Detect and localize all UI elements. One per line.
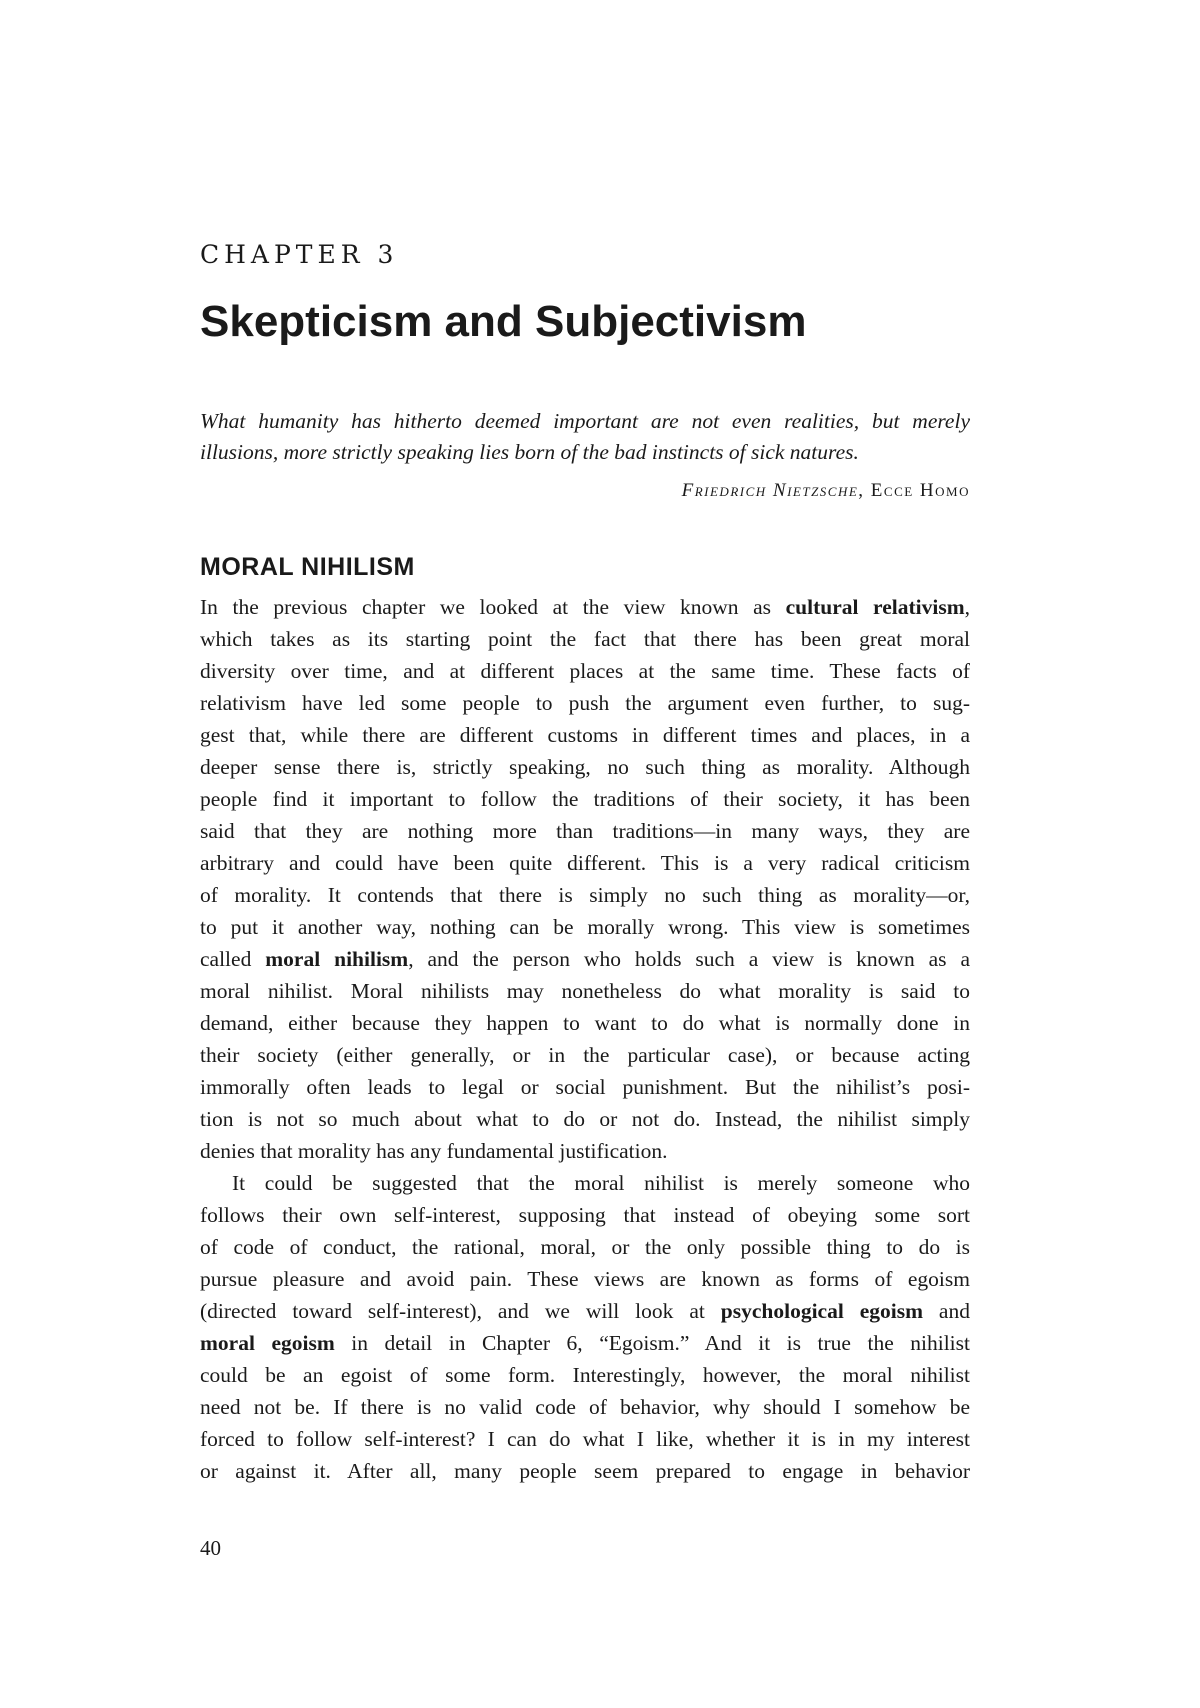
- bold-term: moral nihilism: [265, 947, 409, 971]
- text-line: [200, 655, 970, 687]
- text-run: diversity over time, and at different places at the same time. These facts of: [200, 659, 970, 683]
- text-line: [200, 623, 970, 655]
- epigraph-attribution: [200, 480, 970, 502]
- text-line: [200, 783, 970, 815]
- page-number: 40: [200, 1536, 221, 1560]
- text-line: [200, 1455, 970, 1487]
- text-run: It could be suggested that the moral nihilist is merely someone who: [232, 1171, 970, 1195]
- bold-term: psychological egoism: [720, 1299, 924, 1323]
- text-line: [200, 751, 970, 783]
- text-run: of code of conduct, the rational, moral, or the only possible thing to do is: [200, 1235, 970, 1259]
- section-heading: MORAL NIHILISM: [200, 553, 415, 581]
- text-run: to put it another way, nothing can be morally wrong. This view is sometimes: [200, 915, 970, 939]
- text-run: forced to follow self-interest? I can do what I like, whether it is in my interest: [200, 1427, 970, 1451]
- text-run: denies that morality has any fundamental justification.: [200, 1139, 668, 1163]
- text-run: ,: [964, 595, 970, 619]
- paragraph-1: [200, 591, 970, 1167]
- text-run: and: [923, 1299, 970, 1323]
- text-line: [200, 1167, 970, 1199]
- bold-term: cultural relativism: [785, 595, 965, 619]
- epigraph-line: What humanity has hitherto deemed important are not even realities, but merely: [200, 409, 970, 433]
- chapter-label: CHAPTER 3: [200, 240, 399, 269]
- text-run: which takes as its starting point the fact that there has been great moral: [200, 627, 970, 651]
- text-line: [200, 1135, 970, 1167]
- book-page: [200, 0, 970, 1708]
- epigraph-author: Friedrich Nietzsche: [681, 480, 859, 501]
- text-line: [200, 1423, 970, 1455]
- epigraph-work: Ecce Homo: [870, 480, 970, 501]
- text-run: In the previous chapter we looked at the view known as: [200, 595, 786, 619]
- text-line: [200, 1359, 970, 1391]
- text-run: pursue pleasure and avoid pain. These views are known as forms of egoism: [200, 1267, 970, 1291]
- text-run: gest that, while there are different customs in different times and places, in a: [200, 723, 970, 747]
- text-line: [200, 1007, 970, 1039]
- text-run: their society (either generally, or in the particular case), or because acting: [200, 1043, 970, 1067]
- text-run: need not be. If there is no valid code of behavior, why should I somehow be: [200, 1395, 970, 1419]
- text-run: follows their own self-interest, supposing that instead of obeying some sort: [200, 1203, 970, 1227]
- text-line: [200, 1103, 970, 1135]
- epigraph-quote: [200, 406, 970, 468]
- text-line: [200, 975, 970, 1007]
- text-line: [200, 1231, 970, 1263]
- text-run: (directed toward self-interest), and we will look at: [200, 1299, 721, 1323]
- text-run: relativism have led some people to push the argument even further, to sug-: [200, 691, 970, 715]
- text-line: [200, 943, 970, 975]
- paragraph-2: [200, 1167, 970, 1487]
- text-line: [200, 687, 970, 719]
- text-run: deeper sense there is, strictly speaking, no such thing as morality. Although: [200, 755, 970, 779]
- text-run: or against it. After all, many people seem prepared to engage in behavior: [200, 1459, 970, 1483]
- text-run: could be an egoist of some form. Interestingly, however, the moral nihilist: [200, 1363, 970, 1387]
- text-line: [200, 847, 970, 879]
- text-line: [200, 1199, 970, 1231]
- attribution-separator: ,: [858, 480, 871, 501]
- text-run: people find it important to follow the traditions of their society, it has been: [200, 787, 970, 811]
- text-line: [200, 591, 970, 623]
- text-run: moral nihilist. Moral nihilists may nonetheless do what morality is said to: [200, 979, 970, 1003]
- text-line: [200, 815, 970, 847]
- text-run: in detail in Chapter 6, “Egoism.” And it is true the nihilist: [334, 1331, 970, 1355]
- text-line: [200, 1327, 970, 1359]
- text-run: called: [200, 947, 266, 971]
- text-run: of morality. It contends that there is simply no such thing as morality—or,: [200, 883, 970, 907]
- text-line: [200, 1295, 970, 1327]
- text-line: [200, 1071, 970, 1103]
- text-run: immorally often leads to legal or social punishment. But the nihilist’s posi-: [200, 1075, 970, 1099]
- text-line: [200, 911, 970, 943]
- text-run: tion is not so much about what to do or not do. Instead, the nihilist simply: [200, 1107, 970, 1131]
- text-run: said that they are nothing more than traditions—in many ways, they are: [200, 819, 970, 843]
- bold-term: moral egoism: [200, 1331, 335, 1355]
- text-line: [200, 719, 970, 751]
- text-line: [200, 1039, 970, 1071]
- text-run: demand, either because they happen to want to do what is normally done in: [200, 1011, 970, 1035]
- text-line: [200, 1391, 970, 1423]
- text-line: [200, 1263, 970, 1295]
- text-line: [200, 879, 970, 911]
- text-run: , and the person who holds such a view is known as a: [408, 947, 970, 971]
- chapter-title: Skepticism and Subjectivism: [200, 297, 807, 346]
- body-text: [200, 591, 970, 1487]
- text-run: arbitrary and could have been quite different. This is a very radical criticism: [200, 851, 970, 875]
- epigraph-line: illusions, more strictly speaking lies born of the bad instincts of sick natures.: [200, 440, 859, 464]
